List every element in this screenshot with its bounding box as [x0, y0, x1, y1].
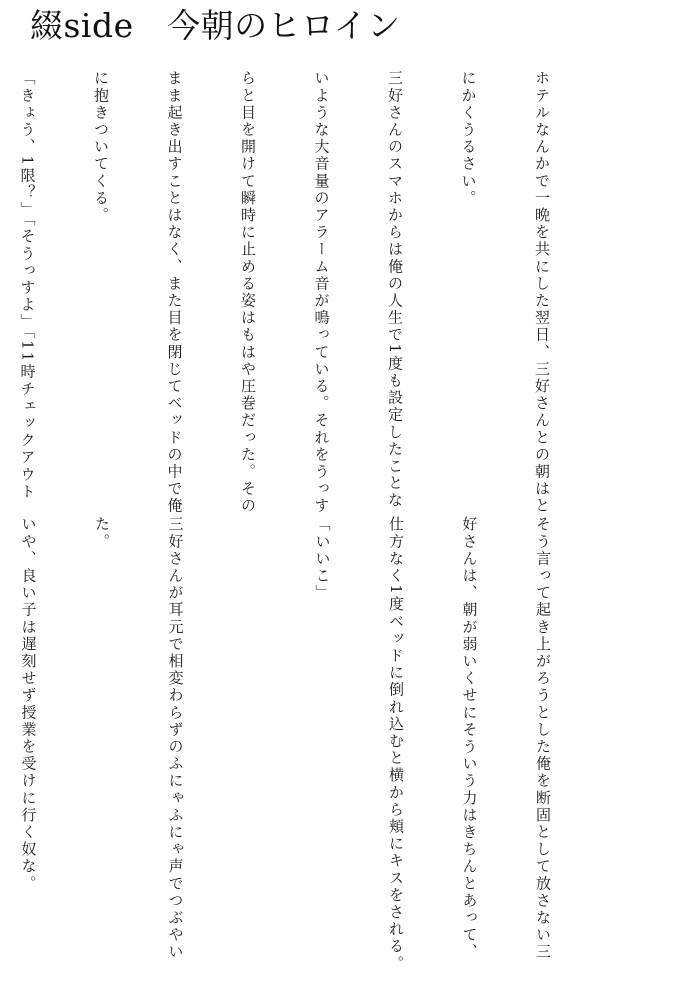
text-line: 三好さんが耳元で相変わらずのふにゃふにゃ声でつぶやい	[166, 516, 185, 961]
text-line: 好さんは、朝が弱いくせにそういう力はきちんとあって、	[460, 516, 479, 961]
text-block-bottom	[0, 516, 604, 973]
text-line: た。	[93, 516, 111, 551]
text-line: 三好さんのスマホからは俺の人生で1度も設定したことな	[386, 70, 404, 510]
blank-line	[237, 516, 262, 936]
text-line: まま起き出すことはなく、また目を閉じてベッドの中で俺	[165, 70, 184, 515]
text-line: いような大音量のアラーム音が鳴っている。それをうっす	[312, 70, 331, 515]
text-line: らと目を開けて瞬時に止める姿はもはや圧巻だった。その	[239, 70, 257, 515]
page-title: 綴side 今朝のヒロイン	[30, 6, 401, 45]
text-line: いや、良い子は遅刻せず授業を受けに行く奴な。	[19, 516, 38, 893]
text-line: 仕方なく1度ベッドに倒れ込むと横から頬にキスをされる。	[387, 516, 405, 973]
text-line: そう言って起き上がろうとした俺を断固として放さない三	[534, 516, 552, 961]
text-line: 「きょう、1限？」「そうっすよ」「11時チェックアウト	[18, 70, 37, 501]
text-line: ホテルなんかで一晩を共にした翌日、三好さんとの朝はと	[533, 70, 551, 515]
text-block-top	[0, 70, 603, 515]
text-line: にかくうるさい。	[459, 70, 478, 207]
text-line: に抱きついてくる。	[92, 70, 110, 224]
text-line: 「いいこ」	[313, 516, 332, 602]
